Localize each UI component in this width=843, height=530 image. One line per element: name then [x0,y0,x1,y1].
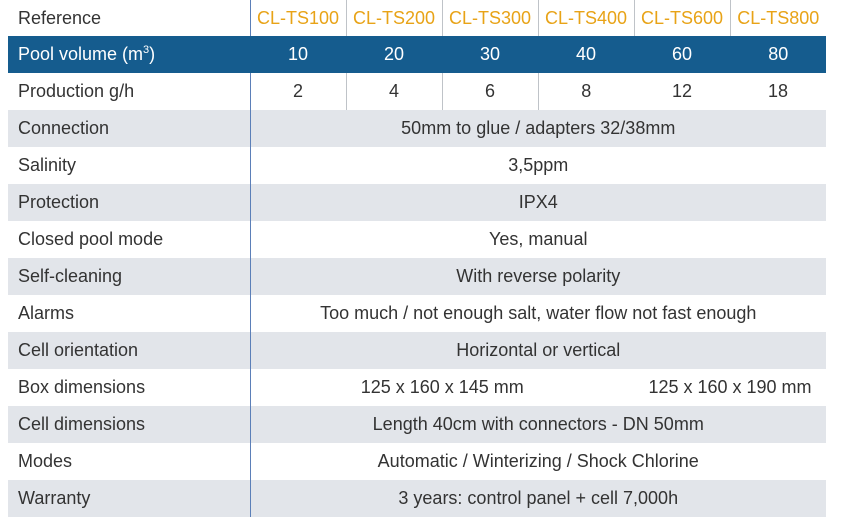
protection-label: Protection [8,184,250,221]
cell-dimensions-label: Cell dimensions [8,406,250,443]
modes-value: Automatic / Winterizing / Shock Chlorine [250,443,826,480]
connection-value: 50mm to glue / adapters 32/38mm [250,110,826,147]
self-cleaning-value: With reverse polarity [250,258,826,295]
alarms-label: Alarms [8,295,250,332]
production-label: Production g/h [8,73,250,110]
production-value: 2 [250,73,346,110]
production-value: 8 [538,73,634,110]
model-cl-ts100: CL-TS100 [250,0,346,36]
salinity-row [8,147,826,184]
pool-volume-value: 20 [346,36,442,73]
alarms-row [8,295,826,332]
cell-dimensions-row [8,406,826,443]
production-value: 4 [346,73,442,110]
reference-label: Reference [8,0,250,36]
closed-pool-mode-label: Closed pool mode [8,221,250,258]
specs-table-wrapper [8,0,826,517]
closed-pool-mode-row [8,221,826,258]
warranty-row [8,480,826,517]
production-row [8,73,826,110]
pool-volume-label-end: ) [149,44,156,64]
salinity-value: 3,5ppm [250,147,826,184]
cell-orientation-value: Horizontal or vertical [250,332,826,369]
alarms-value: Too much / not enough salt, water flow not fast enough [250,295,826,332]
cell-orientation-row [8,332,826,369]
pool-volume-unit-superscript: 3 [143,44,150,56]
protection-value: IPX4 [250,184,826,221]
pool-volume-value: 10 [250,36,346,73]
model-cl-ts400: CL-TS400 [538,0,634,36]
production-value: 18 [730,73,826,110]
closed-pool-mode-value: Yes, manual [250,221,826,258]
header-row [8,0,826,36]
self-cleaning-row [8,258,826,295]
pool-volume-row [8,36,826,73]
production-value: 12 [634,73,730,110]
model-cl-ts600: CL-TS600 [634,0,730,36]
specs-table [8,0,826,517]
pool-volume-value: 60 [634,36,730,73]
box-dimensions-label: Box dimensions [8,369,250,406]
modes-row [8,443,826,480]
box-dimensions-large-value: 125 x 160 x 190 mm [634,369,826,406]
pool-volume-value: 80 [730,36,826,73]
pool-volume-value: 40 [538,36,634,73]
cell-dimensions-value: Length 40cm with connectors - DN 50mm [250,406,826,443]
protection-row [8,184,826,221]
box-dimensions-row [8,369,826,406]
warranty-label: Warranty [8,480,250,517]
salinity-label: Salinity [8,147,250,184]
warranty-value: 3 years: control panel + cell 7,000h [250,480,826,517]
pool-volume-label [8,36,250,73]
connection-row [8,110,826,147]
connection-label: Connection [8,110,250,147]
self-cleaning-label: Self-cleaning [8,258,250,295]
box-dimensions-small-value: 125 x 160 x 145 mm [250,369,634,406]
pool-volume-label-text: Pool volume (m [18,44,144,64]
pool-volume-value: 30 [442,36,538,73]
model-cl-ts300: CL-TS300 [442,0,538,36]
model-cl-ts800: CL-TS800 [730,0,826,36]
modes-label: Modes [8,443,250,480]
cell-orientation-label: Cell orientation [8,332,250,369]
model-cl-ts200: CL-TS200 [346,0,442,36]
production-value: 6 [442,73,538,110]
